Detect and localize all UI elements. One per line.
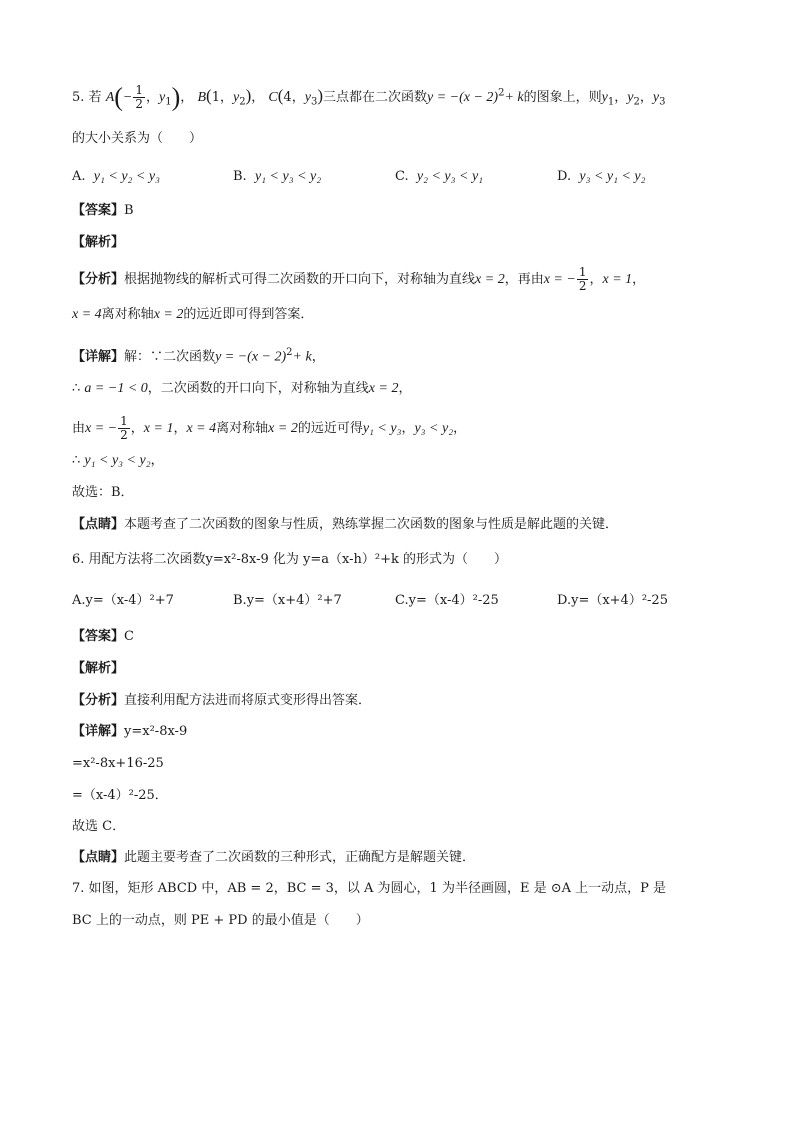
q5-option-d[interactable]: D. y₃ < y₁ < y₂: [557, 169, 646, 184]
q6-answer: 【答案】C: [72, 629, 134, 644]
q6-detail-line1: 【详解】y=x²-8x-9: [72, 724, 188, 739]
q5-option-c[interactable]: C. y₂ < y₃ < y₁: [395, 169, 484, 184]
q6-detail-line3: =（x-4）²-25．: [72, 788, 168, 803]
q5-choose: 故选：B．: [72, 485, 134, 500]
q5-analysis-tag: 【解析】: [72, 235, 125, 250]
q5-fenxi-line2: x = 4离对称轴x = 2的远近即可得到答案．: [72, 307, 314, 322]
q6-detail-line2: =x²-8x+16-25: [72, 756, 164, 771]
q5-function: y = −(x − 2): [427, 90, 499, 105]
q5-option-b[interactable]: B. y₁ < y₃ < y₂: [233, 169, 322, 184]
q6-analysis-tag: 【解析】: [72, 661, 125, 676]
q5-point-a: A: [105, 90, 115, 105]
q5-stem-line2: 的大小关系为（ ）: [72, 131, 203, 146]
q5-detail-line2: ∴ a = −1 < 0，二次函数的开口向下，对称轴为直线x = 2，: [72, 381, 412, 396]
q5-detail-line4: ∴ y₁ < y₃ < y₂，: [72, 453, 164, 468]
q5-answer: 【答案】B: [72, 203, 134, 218]
q7-stem-line2: BC 上的一动点，则 PE + PD 的最小值是（ ）: [72, 913, 369, 928]
q6-option-b[interactable]: B.y=（x+4）²+7: [233, 593, 342, 608]
q5-dianjing: 【点睛】本题考查了二次函数的图象与性质，熟练掌握二次函数的图象与性质是解此题的关键．: [72, 517, 619, 532]
q5-option-a[interactable]: A. y₁ < y₂ < y₃: [72, 169, 160, 184]
q6-fenxi: 【分析】直接利用配方法进而将原式变形得出答案．: [72, 693, 372, 708]
q5-detail-line1: 【详解】解：∵二次函数$y = -(x - 2)^2+ k$，: [72, 347, 325, 365]
q7-stem-line1: 7. 如图，矩形 ABCD 中，AB = 2，BC = 3，以 A 为圆心，1 为半径画圆，E 是 ⊙A 上一动点，P 是: [72, 881, 666, 896]
q5-point-b: B: [197, 90, 207, 105]
q5-point-c: C: [268, 90, 278, 105]
q5-number: 5. 若: [72, 90, 102, 105]
q5-fenxi-line1: 【分析】根据抛物线的解析式可得二次函数的开口向下，对称轴为直线x = 2，再由x = − $\frac{1}{2}$ ，x = 1，: [72, 265, 646, 293]
q6-choose: 故选 C．: [72, 819, 126, 834]
q6-option-c[interactable]: C.y=（x-4）²-25: [395, 593, 499, 608]
q5-detail-line3: 由x = − $\frac{1}{2}$ ，x = 1，x = 4离对称轴x = 2的远近可得y₁ < y₃，y₃ < y₂，: [72, 414, 467, 442]
q6-option-d[interactable]: D.y=（x+4）²-25: [557, 593, 668, 608]
q6-dianjing: 【点睛】此题主要考查了二次函数的三种形式，正确配方是解题关键．: [72, 850, 476, 865]
q5-stem-line1: 5. 若 A(− $\frac{1}{2}$ ，$y_1$)， B(1，$y_2$)， C(4，$y_3$)三点都在二次函数$y = -(x - 2)^2+ k$的图象上，则$y_1$，$y_2$，$y_3$: [72, 82, 666, 112]
q6-stem: 6. 用配方法将二次函数y=x²-8x-9 化为 y=a（x-h）²+k 的形式为（ ）: [72, 552, 507, 567]
q5-point-a-fraction: $\frac{1}{2}$: [135, 83, 144, 111]
q6-option-a[interactable]: A.y=（x-4）²+7: [72, 593, 174, 608]
